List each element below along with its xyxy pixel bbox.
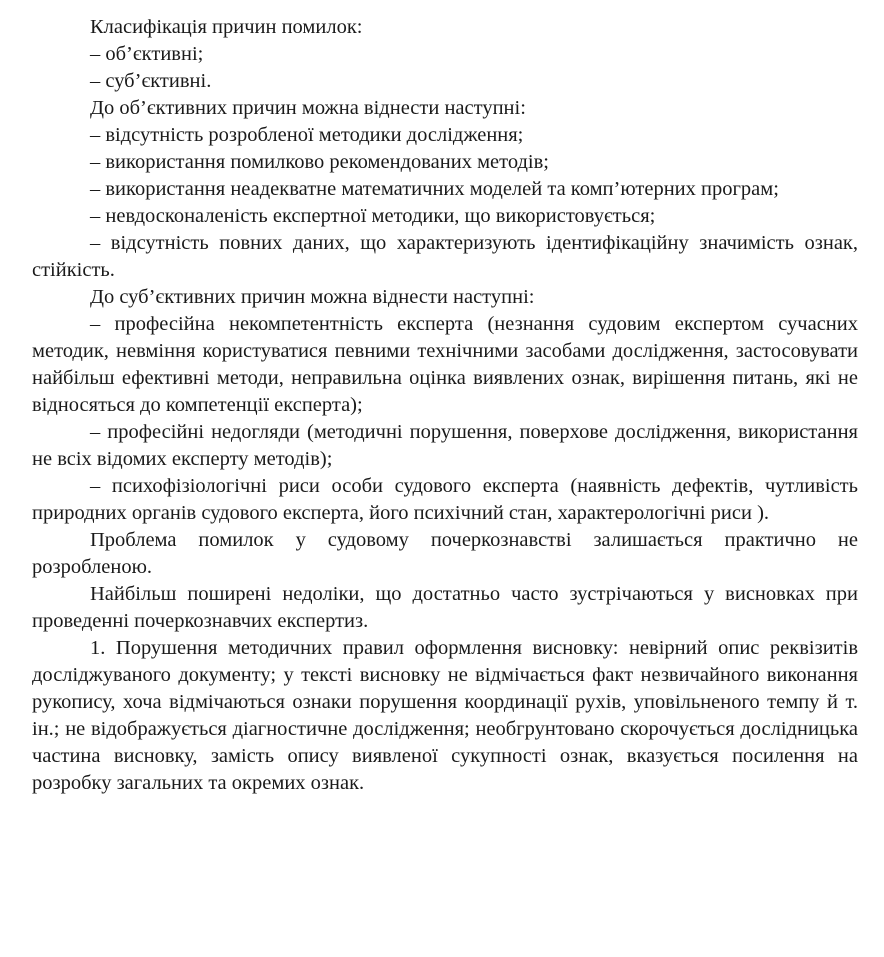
paragraph-subjective-item: – суб’єктивні. [90, 70, 212, 92]
paragraph-objective-cause-5: – відсутність повних даних, що характеризують ідентифікаційну значимість ознак, стійкість. [32, 232, 858, 281]
paragraph-subjective-cause-1: – професійна некомпетентність експерта (незнання судовим експертом сучасних методик, невміння користуватися певними технічними засобами дослідження, застосовувати найбільш ефективні методи, неправильна оцінка виявлених ознак, вирішення питань, які не відносяться до компетенції експерта); [32, 313, 858, 416]
paragraph-shortcoming-1: 1. Порушення методичних правил оформлення висновку: невірний опис реквізитів досліджуваного документу; у тексті висновку не відмічається факт незвичайного виконання рукопису, хоча відмічаються ознаки порушення координації рухів, уповільненого темпу й т. ін.; не відображується діагностичне дослідження; необгрунтовано скорочується дослідницька частина висновку, замість опису виявленої сукупності ознак, вказується посилення на розробку загальних та окремих ознак. [32, 637, 858, 794]
paragraph-subjective-cause-3: – психофізіологічні риси особи судового експерта (наявність дефектів, чутливість природних органів судового експерта, його психічний стан, характерологічні риси ). [32, 475, 858, 524]
paragraph-problem-statement: Проблема помилок у судовому почеркознавстві залишається практично не розробленою. [32, 529, 858, 578]
paragraph-objective-causes-intro: До об’єктивних причин можна віднести наступні: [90, 97, 526, 119]
paragraph-objective-cause-2: – використання помилково рекомендованих методів; [90, 151, 549, 173]
paragraph-objective-item: – об’єктивні; [90, 43, 204, 65]
paragraph-objective-cause-4: – невдосконаленість експертної методики, що використовується; [90, 205, 656, 227]
paragraph-subjective-causes-intro: До суб’єктивних причин можна віднести наступні: [90, 286, 535, 308]
document-page [32, 14, 858, 797]
paragraph-subjective-cause-2: – професійні недогляди (методичні порушення, поверхове дослідження, використання не всіх відомих експерту методів); [32, 421, 858, 470]
paragraph-objective-cause-3: – використання неадекватне математичних моделей та комп’ютерних програм; [90, 178, 779, 200]
paragraph-objective-cause-1: – відсутність розробленої методики дослідження; [90, 124, 524, 146]
paragraph-classification-heading: Класифікація причин помилок: [90, 16, 363, 38]
paragraph-common-shortcomings: Найбільш поширені недоліки, що достатньо часто зустрічаються у висновках при проведенні почеркознавчих експертиз. [32, 583, 858, 632]
